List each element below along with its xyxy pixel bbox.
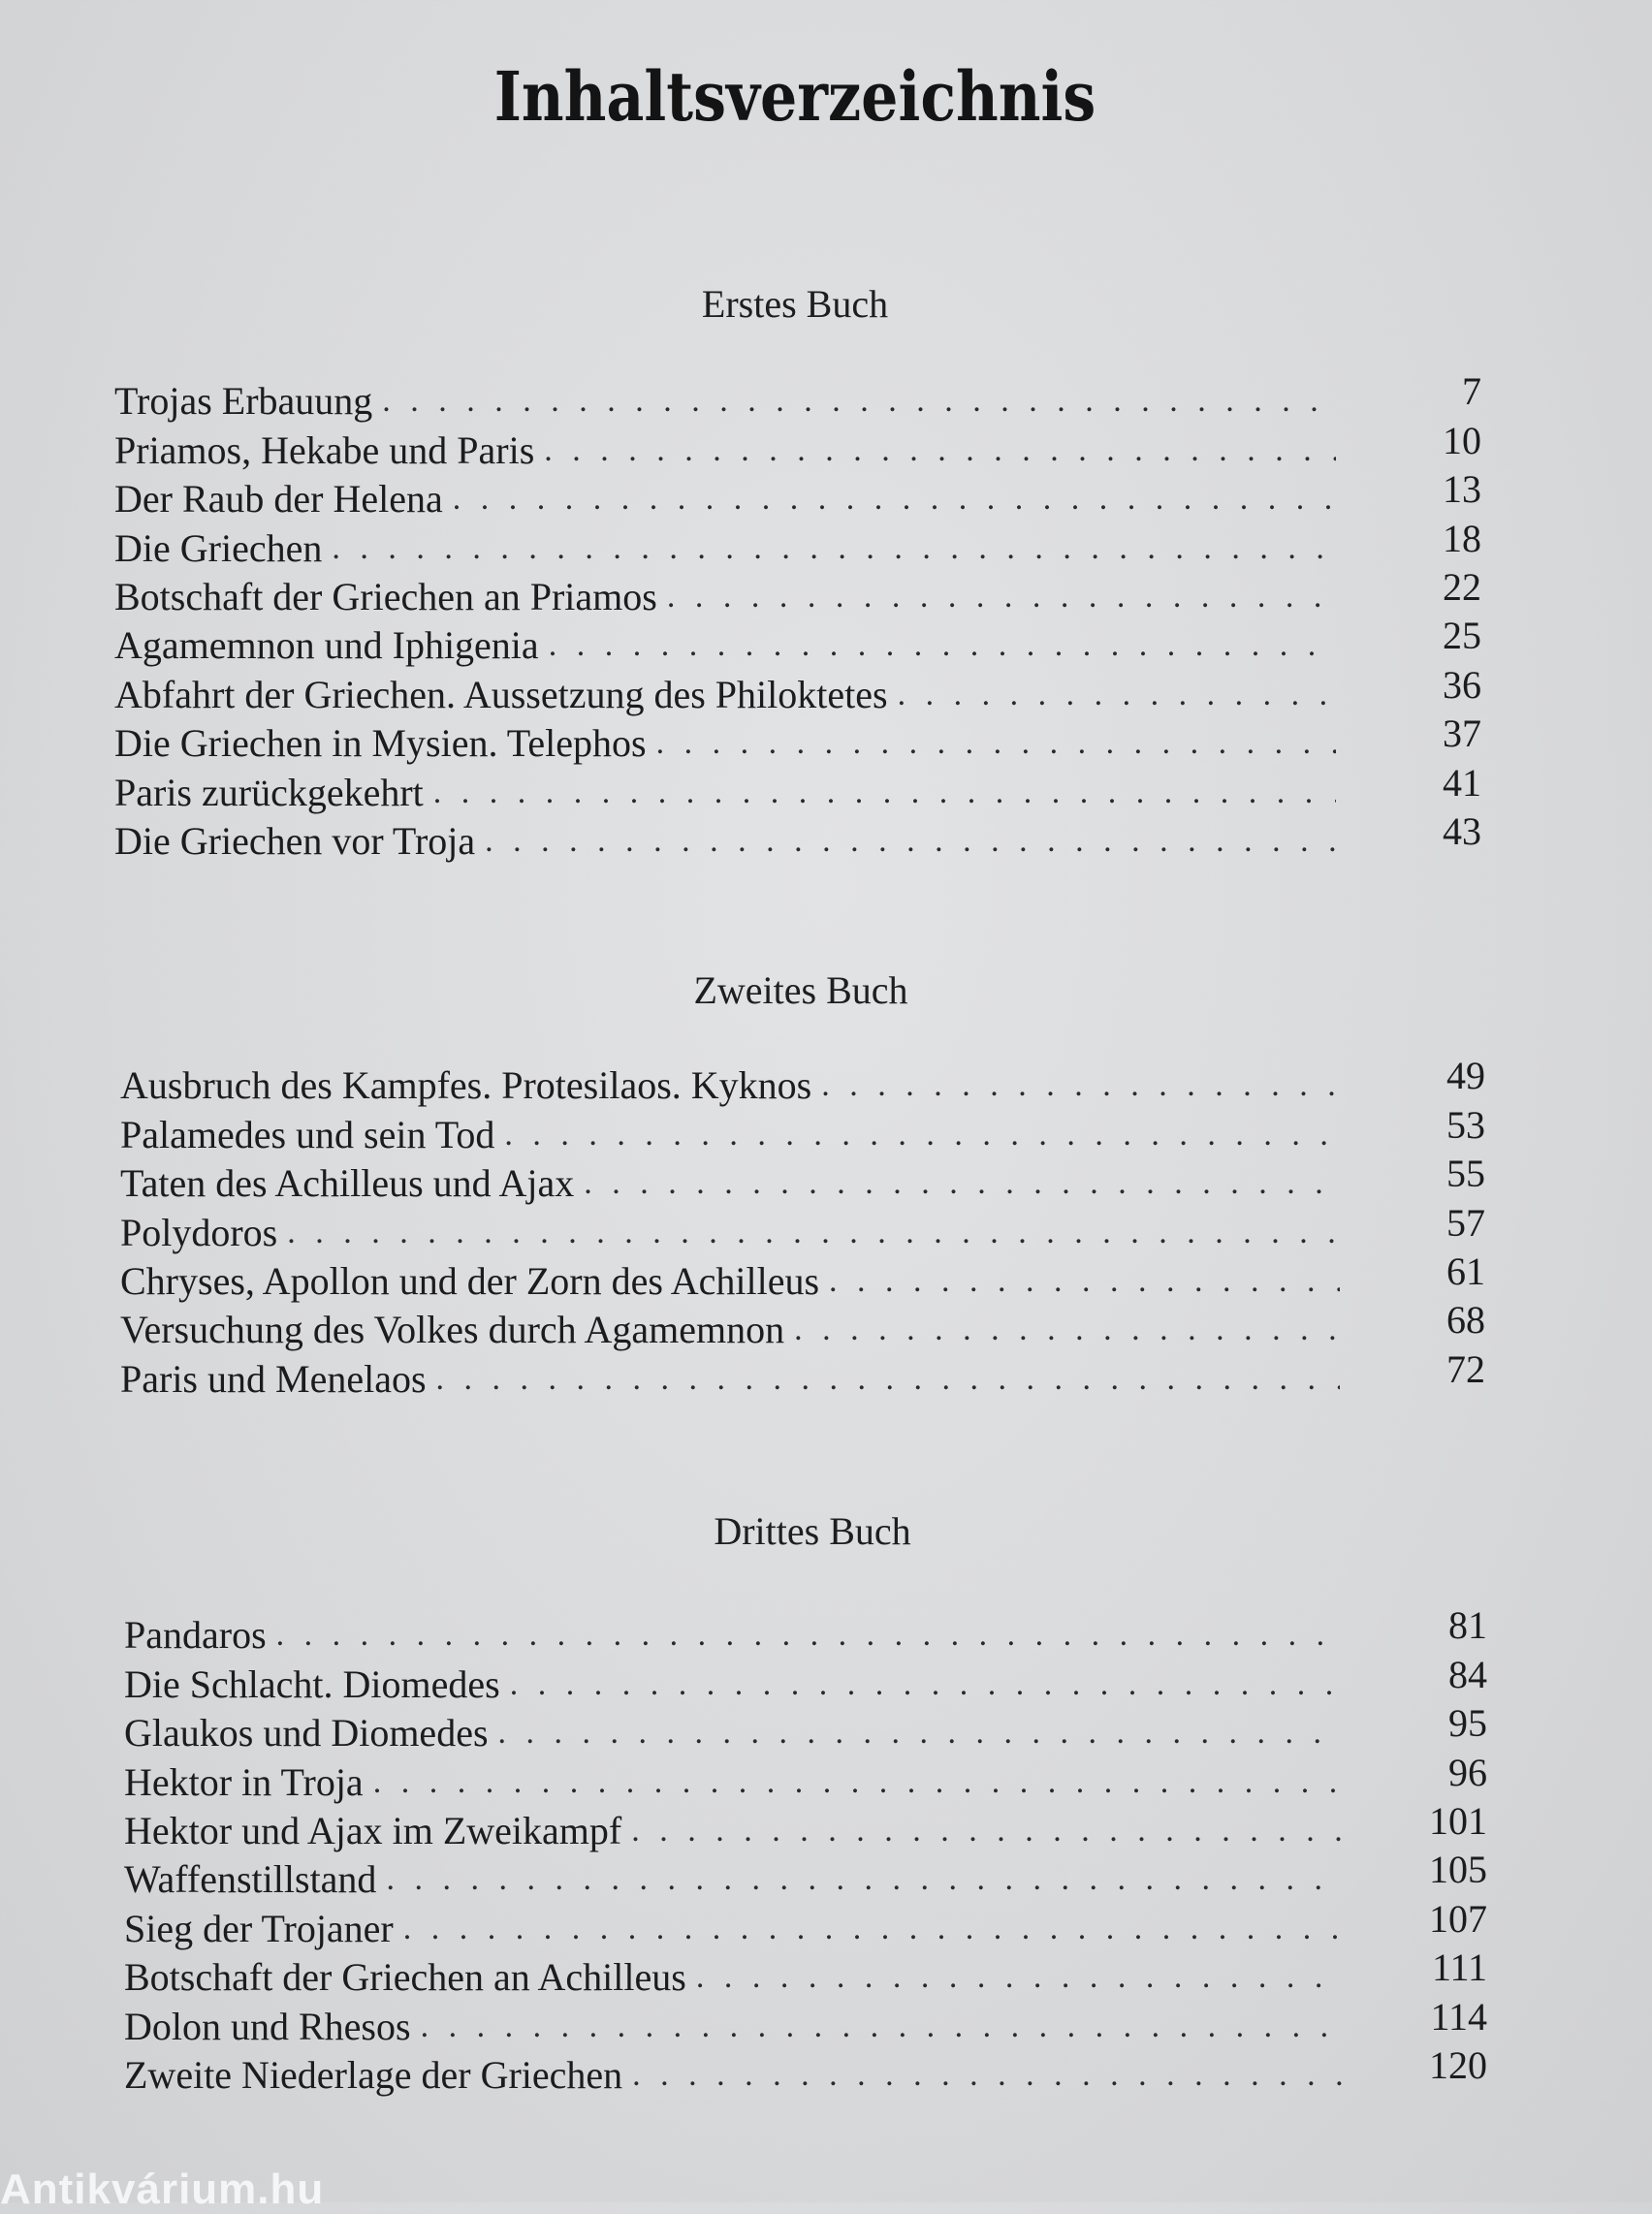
toc-entry: [114, 712, 1481, 766]
toc-entry-title: Trojas Erbauung: [114, 379, 373, 424]
toc-entry-title: Zweite Niederlage der Griechen: [124, 2052, 623, 2097]
dot-leader: [498, 1712, 1342, 1755]
toc-entry: [124, 1798, 1487, 1852]
dot-leader: [584, 1162, 1340, 1205]
dot-leader: [631, 1810, 1342, 1852]
toc-entry-title: Die Schlacht. Diomedes: [124, 1661, 500, 1706]
toc-entry-page-number: 95: [1448, 1701, 1487, 1746]
toc-entry-page-number: 36: [1443, 662, 1481, 707]
toc-entry-page-number: 41: [1443, 760, 1481, 805]
dot-leader: [485, 820, 1336, 863]
dot-leader: [453, 478, 1336, 521]
toc-entry: [120, 1054, 1485, 1108]
toc-entry: [124, 1945, 1487, 2000]
toc-entry-page-number: 49: [1446, 1054, 1485, 1098]
dot-leader: [436, 1358, 1340, 1401]
toc-entry-title: Hektor in Troja: [124, 1759, 364, 1804]
toc-entry-title: Priamos, Hekabe und Paris: [114, 427, 535, 472]
toc-entry: [114, 369, 1481, 424]
book-heading-3: Drittes Buch: [714, 1509, 911, 1553]
toc-entry-title: Pandaros: [124, 1613, 267, 1658]
toc-entry-page-number: 61: [1446, 1249, 1485, 1293]
toc-list-book-2: [120, 1054, 1485, 1401]
toc-entry-page-number: 7: [1462, 369, 1481, 414]
toc-entry-page-number: 57: [1446, 1200, 1485, 1245]
toc-entry-title: Waffenstillstand: [124, 1857, 377, 1902]
toc-entry: [114, 564, 1481, 618]
toc-entry-page-number: 72: [1446, 1346, 1485, 1391]
toc-entry-title: Ausbruch des Kampfes. Protesilaos. Kyknos: [120, 1063, 812, 1108]
toc-entry: [120, 1298, 1485, 1352]
toc-entry-title: Glaukos und Diomedes: [124, 1711, 489, 1755]
toc-entry-title: Taten des Achilleus und Ajax: [120, 1161, 575, 1206]
toc-entry-page-number: 53: [1446, 1102, 1485, 1147]
toc-entry-page-number: 10: [1443, 418, 1481, 462]
toc-entry-title: Botschaft der Griechen an Priamos: [114, 574, 657, 618]
toc-entry-page-number: 107: [1429, 1896, 1487, 1941]
dot-leader: [421, 2006, 1342, 2048]
toc-entry: [114, 662, 1481, 716]
dot-leader: [510, 1663, 1342, 1706]
dot-leader: [821, 1064, 1340, 1107]
watermark: Antikvárium.hu: [0, 2166, 325, 2213]
toc-entry: [120, 1200, 1485, 1254]
toc-entry-page-number: 111: [1431, 1945, 1487, 1990]
toc-entry-page-number: 22: [1443, 564, 1481, 609]
toc-entry: [124, 1848, 1487, 1902]
toc-entry-title: Botschaft der Griechen an Achilleus: [124, 1955, 686, 2000]
toc-entry: [120, 1249, 1485, 1303]
toc-entry: [124, 1750, 1487, 1804]
dot-leader: [667, 576, 1336, 618]
toc-entry: [124, 2042, 1487, 2097]
toc-entry-page-number: 105: [1429, 1848, 1487, 1892]
dot-leader: [829, 1260, 1340, 1303]
toc-entry-title: Sieg der Trojaner: [124, 1906, 394, 1950]
toc-entry-page-number: 43: [1443, 808, 1481, 853]
toc-entry: [114, 467, 1481, 522]
dot-leader: [373, 1761, 1342, 1804]
toc-entry-page-number: 114: [1430, 1994, 1487, 2039]
toc-entry-title: Chryses, Apollon und der Zorn des Achilleus: [120, 1258, 820, 1303]
dot-leader: [276, 1614, 1342, 1657]
toc-entry: [114, 614, 1481, 668]
dot-leader: [544, 429, 1336, 472]
toc-entry-title: Hektor und Ajax im Zweikampf: [124, 1808, 622, 1852]
toc-entry: [114, 760, 1481, 814]
toc-entry-page-number: 18: [1443, 516, 1481, 560]
toc-entry: [120, 1152, 1485, 1206]
toc-entry-title: Versuchung des Volkes durch Agamemnon: [120, 1308, 785, 1352]
dot-leader: [696, 1956, 1342, 1999]
dot-leader: [332, 527, 1336, 570]
toc-entry-title: Die Griechen vor Troja: [114, 818, 476, 863]
book-heading-1: Erstes Buch: [701, 282, 889, 326]
book-heading-2: Zweites Buch: [693, 968, 908, 1012]
toc-entry-title: Die Griechen: [114, 525, 323, 570]
toc-entry: [124, 1652, 1487, 1706]
toc-entry-title: Polydoros: [120, 1210, 278, 1254]
dot-leader: [382, 380, 1336, 423]
dot-leader: [549, 624, 1336, 667]
dot-leader: [403, 1908, 1342, 1950]
toc-entry-page-number: 96: [1448, 1750, 1487, 1794]
toc-entry: [114, 418, 1481, 472]
dot-leader: [794, 1309, 1340, 1351]
toc-entry-page-number: 25: [1443, 614, 1481, 658]
toc-entry-page-number: 55: [1446, 1152, 1485, 1196]
dot-leader: [898, 674, 1336, 716]
toc-entry: [120, 1346, 1485, 1401]
toc-entry-page-number: 13: [1443, 467, 1481, 512]
toc-list-book-1: [114, 369, 1481, 863]
toc-entry: [124, 1994, 1487, 2048]
toc-entry: [120, 1102, 1485, 1156]
dot-leader: [504, 1114, 1340, 1156]
dot-leader: [386, 1858, 1342, 1901]
toc-entry: [114, 516, 1481, 570]
dot-leader: [433, 772, 1336, 814]
toc-entry-title: Die Griechen in Mysien. Telephos: [114, 721, 647, 766]
toc-entry-title: Abfahrt der Griechen. Aussetzung des Philoktetes: [114, 672, 888, 716]
toc-entry-page-number: 84: [1448, 1652, 1487, 1696]
toc-entry-page-number: 68: [1446, 1298, 1485, 1343]
toc-entry-title: Agamemnon und Iphigenia: [114, 623, 539, 668]
dot-leader: [287, 1212, 1340, 1254]
toc-entry-title: Paris zurückgekehrt: [114, 770, 424, 814]
toc-entry-page-number: 81: [1448, 1603, 1487, 1648]
dot-leader: [632, 2054, 1342, 2097]
page-title: Inhaltsverzeichnis: [493, 56, 1096, 137]
toc-entry-title: Dolon und Rhesos: [124, 2004, 411, 2048]
toc-entry-title: Der Raub der Helena: [114, 477, 443, 522]
toc-entry-page-number: 120: [1429, 2042, 1487, 2087]
toc-entry-title: Palamedes und sein Tod: [120, 1112, 495, 1156]
toc-entry: [124, 1603, 1487, 1658]
toc-list-book-3: [124, 1603, 1487, 2097]
dot-leader: [656, 722, 1336, 765]
toc-entry: [114, 808, 1481, 863]
toc-entry-page-number: 37: [1443, 712, 1481, 756]
toc-entry-title: Paris und Menelaos: [120, 1356, 427, 1401]
toc-entry-page-number: 101: [1429, 1798, 1487, 1843]
toc-entry: [124, 1701, 1487, 1755]
toc-entry: [124, 1896, 1487, 1950]
